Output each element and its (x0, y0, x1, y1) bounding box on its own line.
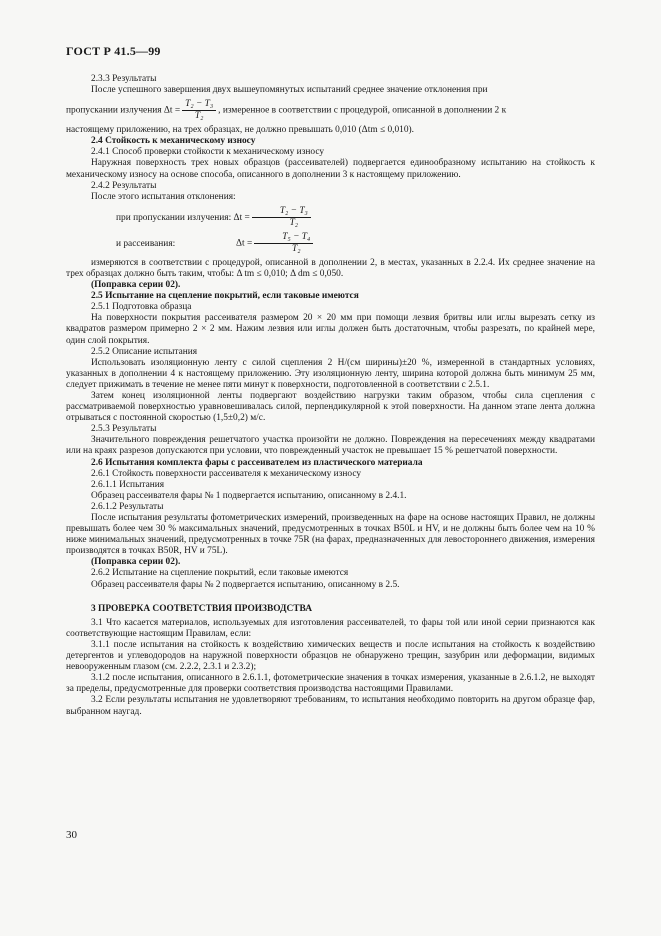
subsection-heading: 2.5.3 Результаты (91, 424, 157, 435)
paragraph: 3.1.2 после испытания, описанного в 2.6.1.1, фотометрические значения в точках измерения, указанные в 2.6.1.2, не выходят за пределы, предусмотренные для проверки соответствия производства настоящими Правилами. (66, 673, 595, 695)
amendment-note: (Поправка серии 02). (91, 557, 181, 568)
chapter-heading: 3 ПРОВЕРКА СООТВЕТСТВИЯ ПРОИЗВОДСТВА (91, 603, 312, 614)
section-heading: 2.5 Испытание на сцепление покрытий, если таковые имеются (91, 291, 359, 302)
subsection-heading: 2.6.1.1 Испытания (91, 479, 165, 490)
paragraph: 3.1.1 после испытания на стойкость к воздействию химических веществ и после испытания на стойкость к воздействию детергентов и углеводородов на наружной поверхности образцов не обнаружено трещин, зазубрин или деформации, видимых невооруженным глазом (см. 2.2.2, 2.3.1 и 2.3.2); (66, 639, 595, 673)
paragraph: После успешного завершения двух вышеупомянутых испытаний среднее значение отклонения при (91, 85, 488, 96)
section-heading: 2.6 Испытания комплекта фары с рассеивателем из пластического материала (91, 457, 423, 468)
formula-line (66, 206, 595, 229)
paragraph: Использовать изоляционную ленту с силой сцепления 2 Н/(см ширины)±20 %, измеренной в стандартных условиях, указанных в дополнении 4 к настоящему приложению. Эту изоляционную ленту, ширина которой должна быть минимум 25 мм, следует прижимать в течение не менее пяти минут к поверхности, подготовленной в соответствии с 2.5.1. (66, 357, 595, 390)
fraction-numerator: T₂ − T₃ (252, 206, 311, 218)
paragraph: Образец рассеивателя фары № 2 подвергается испытанию, описанному в 2.5. (91, 579, 400, 590)
document-header: ГОСТ Р 41.5—99 (66, 44, 161, 58)
paragraph: После испытания результаты фотометрических измерений, произведенных на фаре на основе настоящих Правил, не должны превышать более чем 30 % максимальных значений, предусмотренных в точках B50L и HV, и не должны быть более чем на 10 % ниже минимальных значений, предусмотренных в точке 75R (на фарах, предназначенных для левостороннего движения, измерения производятся в точках B50R, HV и 75L). (66, 513, 595, 557)
formula-line (66, 99, 595, 122)
formula-label: пропускании излучения Δt = (66, 105, 181, 116)
paragraph: 3.1 Что касается материалов, используемых для изготовления рассеивателей, то фары той или иной серии признаются как соответствующие настоящим Правилам, если: (66, 617, 595, 639)
subsection-heading: 2.4.1 Способ проверки стойкости к механическому износу (91, 147, 325, 158)
subsection-heading: 2.6.2 Испытание на сцепление покрытий, если таковые имеются (91, 568, 349, 579)
paragraph: Затем конец изоляционной ленты подвергают воздействию нагрузки таким образом, чтобы сила сцепления с рассматриваемой поверхностью уравновешивалась силой, перпендикулярной к этой поверхности. На данном этапе лента должна отрываться с постоянной скоростью (1,5±0,2) м/с. (66, 390, 595, 424)
subsection-heading: 2.3.3 Результаты (91, 74, 157, 84)
paragraph: Наружная поверхность трех новых образцов (рассеивателей) подвергается единообразному испытанию на стойкость к механическому износу на основе способа, описанного в дополнении 3 к настоящему приложению. (66, 158, 595, 180)
paragraph: настоящему приложению, на трех образцах, не должно превышать 0,010 (Δtm ≤ 0,010). (66, 125, 415, 136)
section-heading: 2.4 Стойкость к механическому износу (91, 136, 256, 147)
fraction-numerator: T₂ − T₃ (182, 99, 216, 111)
paragraph: измеряются в соответствии с процедурой, описанной в дополнении 2, в местах, указанных в 2.2.4. Их среднее значение на трех образцах должно быть таким, чтобы: Δ tm ≤ 0,010; Δ dm ≤ 0,050. (66, 257, 595, 279)
fraction (182, 99, 216, 122)
subsection-heading: 2.6.1 Стойкость поверхности рассеивателя к механическому износу (91, 468, 362, 479)
paragraph: Значительного повреждения решетчатого участка произойти не должно. Повреждения на пересечениях между квадратами или на краях разрезов допускаются при условии, что поврежденный участок не превышает 15 % решетчатой поверхности. (66, 435, 595, 457)
formula-label: и рассеивания: (116, 238, 176, 249)
paragraph: Образец рассеивателя фары № 1 подвергается испытанию, описанному в 2.4.1. (91, 490, 407, 501)
formula-line (66, 232, 595, 255)
paragraph: 3.2 Если результаты испытания не удовлетворяют требованиям, то испытания необходимо повторить на другом образце фар, выбранном наугад. (66, 695, 595, 717)
paragraph: На поверхности покрытия рассеивателя размером 20 × 20 мм при помощи лезвия бритвы или иглы вырезать сетку из квадратов размером примерно 2 × 2 мм. Нажим лезвия или иглы должен быть достаточным, чтобы разрезать, по крайней мере, один слой покрытия. (66, 313, 595, 346)
subsection-heading: 2.5.2 Описание испытания (91, 346, 198, 357)
document-body (66, 74, 595, 718)
fraction-numerator: T₅ − T₄ (254, 232, 313, 244)
formula-label: при пропускании излучения: Δt = (116, 212, 250, 223)
amendment-note: (Поправка серии 02). (91, 280, 181, 291)
fraction-denominator: T₂ (194, 111, 204, 122)
fraction (252, 206, 311, 229)
formula-symbol: Δt = (236, 238, 253, 249)
fraction (254, 232, 313, 255)
fraction-denominator: T₂ (289, 217, 299, 228)
subsection-heading: 2.4.2 Результаты (91, 180, 157, 191)
page-number: 30 (66, 829, 77, 841)
fraction-denominator: T₂ (292, 243, 301, 254)
subsection-heading: 2.5.1 Подготовка образца (91, 302, 192, 313)
paragraph: После этого испытания отклонения: (91, 191, 236, 202)
subsection-heading: 2.6.1.2 Результаты (91, 501, 164, 512)
formula-tail: , измеренное в соответствии с процедурой, описанной в дополнении 2 к (218, 105, 507, 116)
